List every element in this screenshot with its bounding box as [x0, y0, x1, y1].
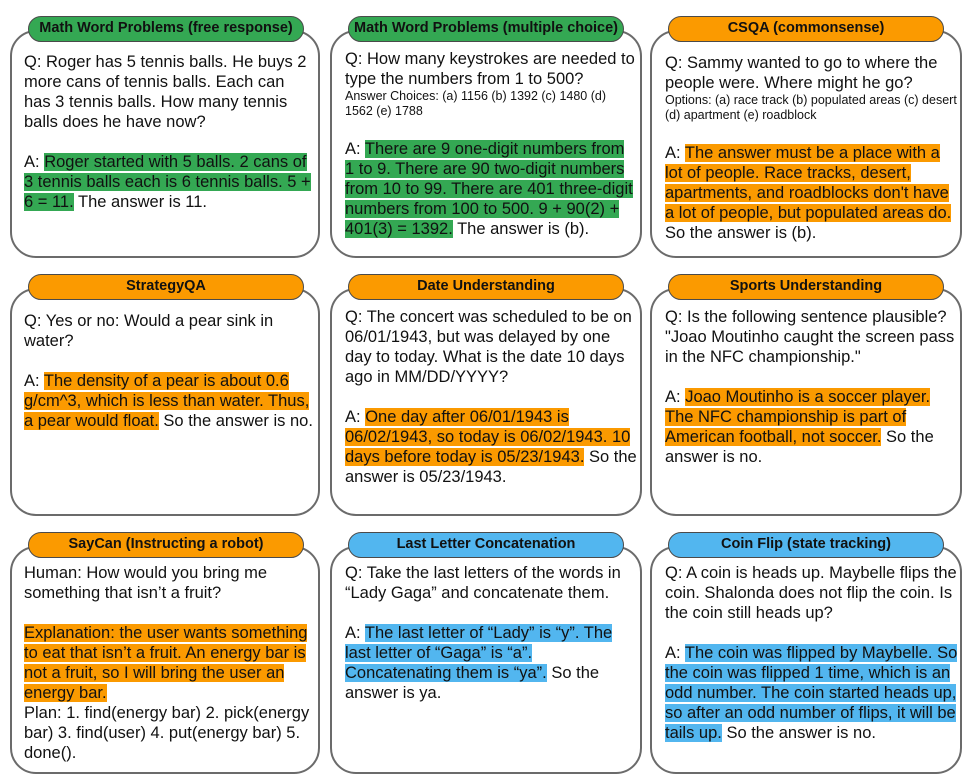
answer-highlight: Explanation: the user wants something to eat that isn’t a fruit. An energy bar is not a fruit, so I will bring the user an energy bar. [24, 624, 308, 702]
panel-body [24, 52, 314, 212]
panel-title: Sports Understanding [668, 274, 944, 300]
answer-text [665, 643, 959, 743]
answer-text [665, 143, 959, 243]
panel-body [24, 563, 316, 763]
answer-suffix: The answer is 11. [73, 193, 207, 211]
question-text: Q: Sammy wanted to go to where the people were. Where might he go? [665, 54, 938, 92]
panel-title: Math Word Problems (free response) [28, 16, 304, 42]
panel-title: CSQA (commonsense) [668, 16, 944, 42]
panel-body [665, 563, 959, 743]
panel-title: Last Letter Concatenation [348, 532, 624, 558]
answer-prefix: A: [345, 408, 366, 426]
panel-body [345, 563, 637, 703]
answer-suffix: So the answer is no. [721, 724, 876, 742]
answer-text [24, 152, 314, 212]
answer-choices: Answer Choices: (a) 1156 (b) 1392 (c) 1480 (d) 1562 (e) 1788 [345, 89, 606, 118]
answer-prefix: A: [345, 624, 365, 642]
answer-highlight: There are 9 one-digit numbers from 1 to 9. There are 90 two-digit numbers from 10 to 99. There are 401 three-digit numbers from 100 to 500. 9 + 90(2) + 401(3) = 1392. [345, 140, 633, 238]
panel-title: Date Understanding [348, 274, 624, 300]
panel-body [24, 311, 314, 431]
answer-suffix: So the answer is ya. [345, 664, 600, 702]
answer-prefix: A: [665, 388, 686, 406]
answer-suffix: So the answer is (b). [665, 224, 817, 242]
question-text: Q: Is the following sentence plausible? "Joao Moutinho caught the screen pass in the NFC championship." [665, 308, 955, 366]
answer-prefix: A: [24, 372, 44, 390]
panel-body [665, 307, 959, 467]
panel-title: Coin Flip (state tracking) [668, 532, 944, 558]
answer-highlight: Joao Moutinho is a soccer player. The NFC championship is part of American football, not soccer. [665, 388, 931, 446]
panel-body [345, 307, 637, 487]
question-text: Human: How would you bring me something that isn’t a fruit? [24, 564, 268, 602]
question-text: Q: The concert was scheduled to be on 06/01/1943, but was delayed by one day to today. What is the date 10 days ago in MM/DD/YYYY? [345, 308, 632, 386]
plan-text: Plan: 1. find(energy bar) 2. pick(energy bar) 3. find(user) 4. put(energy bar) 5. done(). [24, 704, 310, 762]
answer-choices: Options: (a) race track (b) populated areas (c) desert (d) apartment (e) roadblock [665, 93, 957, 122]
answer-suffix: So the answer is no. [158, 412, 313, 430]
answer-highlight: The last letter of “Lady” is “y”. The last letter of “Gaga” is “a”. Concatenating them is “ya”. [345, 624, 613, 682]
answer-highlight: Roger started with 5 balls. 2 cans of 3 tennis balls each is 6 tennis balls. 5 + 6 = 11. [24, 153, 311, 211]
panel-title: Math Word Problems (multiple choice) [348, 16, 624, 42]
panel-title: SayCan (Instructing a robot) [28, 532, 304, 558]
question-text: Q: Take the last letters of the words in “Lady Gaga” and concatenate them. [345, 564, 621, 602]
question-text: Q: How many keystrokes are needed to type the numbers from 1 to 500? [345, 50, 635, 88]
answer-text [665, 387, 959, 467]
answer-text [24, 371, 314, 431]
answer-suffix: So the answer is no. [665, 428, 934, 466]
answer-text [345, 623, 637, 703]
answer-highlight: One day after 06/01/1943 is 06/02/1943, so today is 06/02/1943. 10 days before today is 05/23/1943. [345, 408, 631, 466]
panel-title: StrategyQA [28, 274, 304, 300]
panel-body [345, 49, 637, 239]
question-text: Q: Roger has 5 tennis balls. He buys 2 more cans of tennis balls. Each can has 3 tennis balls. How many tennis balls does he have now? [24, 53, 307, 131]
panel-body [665, 53, 959, 243]
answer-text [345, 407, 637, 487]
question-text: Q: Yes or no: Would a pear sink in water? [24, 312, 274, 350]
answer-suffix: So the answer is 05/23/1943. [345, 448, 637, 486]
answer-highlight: The density of a pear is about 0.6 g/cm^3, which is less than water. Thus, a pear would float. [24, 372, 310, 430]
answer-prefix: A: [345, 140, 365, 158]
answer-highlight: The answer must be a place with a lot of people. Race tracks, desert, apartments, and roadblocks don't have a lot of people, but populated areas do. [665, 144, 952, 222]
answer-prefix: A: [24, 153, 45, 171]
answer-suffix: The answer is (b). [452, 220, 590, 238]
answer-prefix: A: [665, 644, 685, 662]
answer-text [24, 623, 316, 703]
answer-highlight: The coin was flipped by Maybelle. So the coin was flipped 1 time, which is an odd number. The coin started heads up, so after an odd number of flips, it will be tails up. [665, 644, 958, 742]
answer-text [345, 139, 637, 239]
question-text: Q: A coin is heads up. Maybelle flips the coin. Shalonda does not flip the coin. Is the coin still heads up? [665, 564, 957, 622]
answer-prefix: A: [665, 144, 685, 162]
